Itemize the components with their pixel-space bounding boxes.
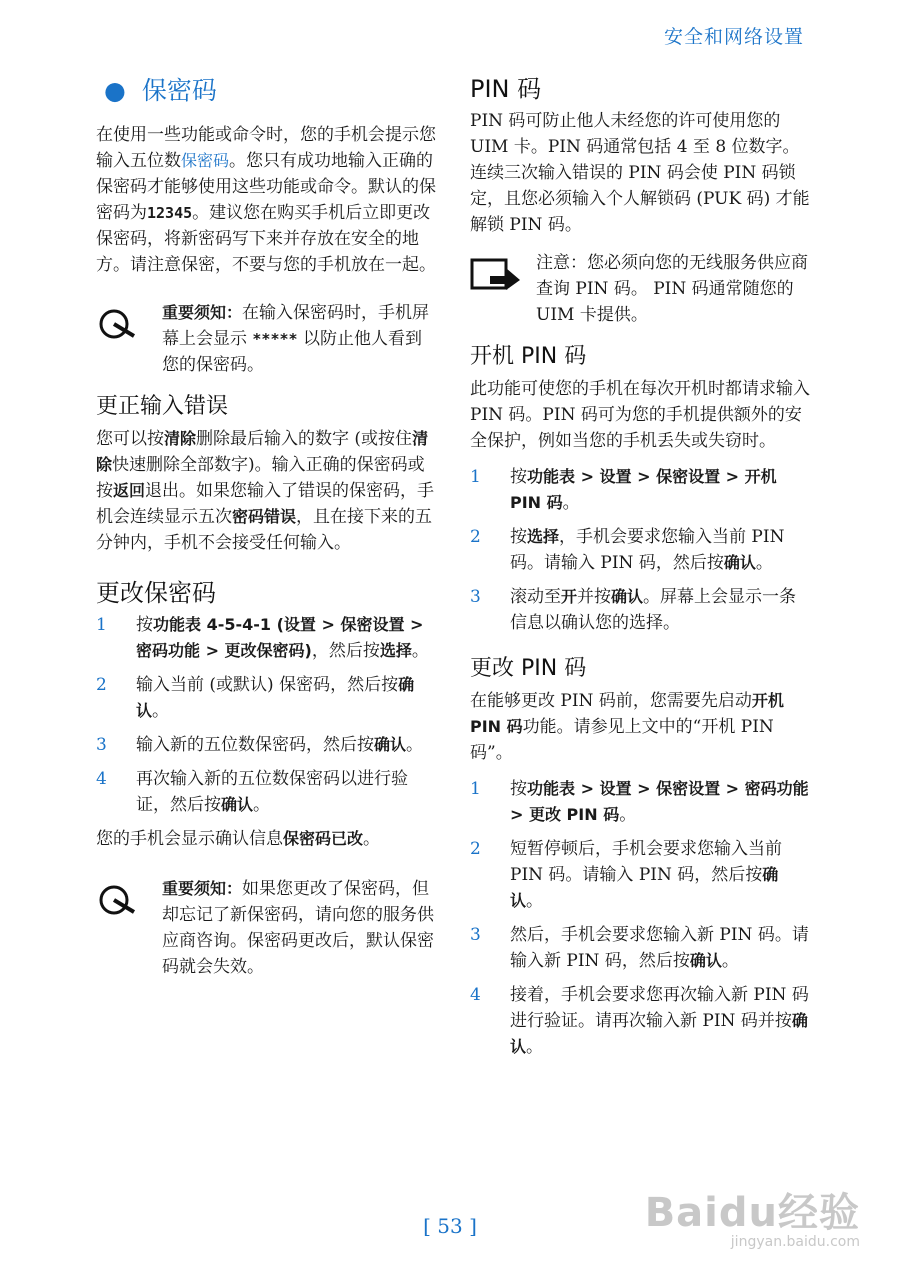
bullet-icon: ● [104,76,126,105]
important-icon [98,882,138,918]
change-pin-paragraph: 在能够更改 PIN 码前，您需要先启动开机 PIN 码功能。请参见上文中的“开机 PIN 码”。 [470,691,784,763]
important-icon [98,306,138,342]
default-code: 12345 [147,204,193,222]
section-title [96,74,436,108]
change-code-steps [96,612,436,818]
list-item: 2 按选择，手机会要求您输入当前 PIN 码。请输入 PIN 码，然后按确认。 [470,527,785,573]
list-item: 3 滚动至开并按确认。屏幕上会显示一条信息以确认您的选择。 [470,587,797,633]
watermark-logo: Baidu经验 [644,1190,860,1236]
list-item: 4 接着，手机会要求您再次输入新 PIN 码进行验证。请再次输入新 PIN 码并按确认。 [470,985,809,1057]
watermark [645,1181,860,1250]
power-on-paragraph: 此功能可使您的手机在每次开机时都请求输入 PIN 码。PIN 码可为您的手机提供额外的安全保护，例如当您的手机丢失或失窃时。 [470,379,810,451]
list-item: 3 然后，手机会要求您输入新 PIN 码。请输入新 PIN 码，然后按确认。 [470,925,809,971]
pin-paragraph: PIN 码可防止他人未经您的许可使用您的 UIM 卡。PIN 码通常包括 4 至 8 位数字。连续三次输入错误的 PIN 码会使 PIN 码锁定，且您必须输入个人解锁码 (PUK 码) 才能解锁 PIN 码。 [470,111,810,235]
confirm-paragraph: 您的手机会显示确认信息保密码已改。 [96,829,381,849]
security-code-link: 保密码 [181,151,230,170]
subsection-title-change: 更改保密码 [96,579,216,607]
important-note-1: 重要须知：在输入保密码时，手机屏幕上会显示 ***** 以防止他人看到您的保密码。 [96,300,436,378]
left-column [96,74,436,994]
list-item: 1 按功能表 > 设置 > 保密设置 > 密码功能 > 更改 PIN 码。 [470,779,809,825]
list-item: 2 输入当前 (或默认) 保密码，然后按确认。 [96,675,415,721]
list-item: 1 按功能表 > 设置 > 保密设置 > 开机 PIN 码。 [470,467,777,513]
right-column [470,74,810,1068]
watermark-url: jingyan.baidu.com [730,1234,860,1250]
section-title-text: 保密码 [141,76,217,105]
note-hand-icon [470,256,522,292]
subsection-title-power-on-pin: 开机 PIN 码 [470,344,587,369]
list-item: 1 按功能表 4-5-4-1 (设置 > 保密设置 > 密码功能 > 更改保密码)，然后按选择。 [96,615,429,661]
subsection-title-correct: 更正输入错误 [96,394,229,419]
correct-paragraph: 您可以按清除删除最后输入的数字 (或按住清除快速删除全部数字)。输入正确的保密码或按返回退出。如果您输入了错误的保密码，手机会连续显示五次密码错误，且在接下来的五分钟内，手机不会接受任何输入。 [96,429,435,553]
note-box: 注意：您必须向您的无线服务供应商查询 PIN 码。 PIN 码通常随您的 UIM 卡提供。 [470,250,810,328]
page-header-title: 安全和网络设置 [663,26,804,48]
change-pin-steps [470,776,810,1060]
list-item: 2 短暂停顿后，手机会要求您输入当前 PIN 码。请输入 PIN 码，然后按确认。 [470,839,782,911]
important-note-2: 重要须知：如果您更改了保密码，但却忘记了新保密码，请向您的服务供应商咨询。保密码更改后，默认保密码就会失效。 [96,876,436,980]
intro-paragraph: 在使用一些功能或命令时，您的手机会提示您输入五位数保密码。您只有成功地输入正确的保密码才能够使用这些功能或命令。默认的保密码为12345。建议您在购买手机后立即更改保密码，将新密码写下来并存放在安全的地方。请注意保密，不要与您的手机放在一起。 [96,125,436,275]
subsection-title-change-pin: 更改 PIN 码 [470,656,587,681]
page-number: [ 53 ] [423,1214,477,1238]
list-item: 4 再次输入新的五位数保密码以进行验证，然后按确认。 [96,769,408,815]
power-on-steps [470,464,810,636]
list-item: 3 输入新的五位数保密码，然后按确认。 [96,735,424,755]
subsection-title-pin: PIN 码 [470,75,542,103]
